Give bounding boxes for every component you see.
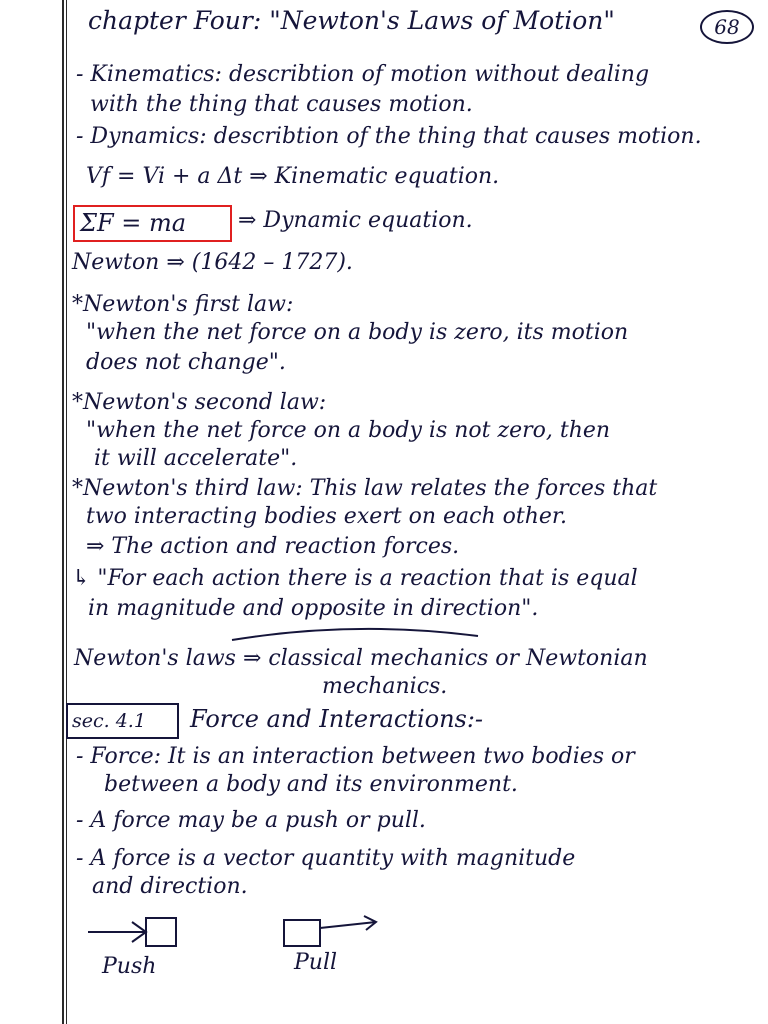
dynamic-equation-formula: ΣF = ma xyxy=(80,209,187,237)
note-line: it will accelerate". xyxy=(94,446,298,471)
underline-arc xyxy=(230,622,480,642)
note-line: does not change". xyxy=(86,350,286,375)
push-label: Push xyxy=(102,954,157,979)
note-line: - Dynamics: describtion of the thing that causes motion. xyxy=(76,124,702,149)
note-line: - A force may be a push or pull. xyxy=(76,808,426,833)
note-line: Newton's laws ⇒ classical mechanics or Newtonian xyxy=(74,646,648,671)
pull-label: Pull xyxy=(294,950,338,975)
note-line: and direction. xyxy=(92,874,248,899)
page-margin-line xyxy=(62,0,64,1024)
note-line: ⇒ The action and reaction forces. xyxy=(86,534,460,559)
newton-dates: Newton ⇒ (1642 – 1727). xyxy=(72,250,353,275)
page-number: 68 xyxy=(700,10,754,44)
note-line: with the thing that causes motion. xyxy=(90,92,473,117)
push-diagram xyxy=(88,912,188,952)
note-line: "when the net force on a body is zero, its motion xyxy=(86,320,629,345)
page-margin-line-inner xyxy=(66,0,67,1024)
first-law-heading: *Newton's first law: xyxy=(72,292,294,317)
kinematic-equation: Vf = Vi + a Δt ⇒ Kinematic equation. xyxy=(86,164,500,189)
note-line: mechanics. xyxy=(322,674,448,699)
section-number: sec. 4.1 xyxy=(72,710,146,732)
dynamic-equation-label: ⇒ Dynamic equation. xyxy=(238,208,473,233)
section-title: Force and Interactions:- xyxy=(190,705,484,733)
note-line: in magnitude and opposite in direction". xyxy=(88,596,539,621)
note-line: between a body and its environment. xyxy=(104,772,518,797)
second-law-heading: *Newton's second law: xyxy=(72,390,327,415)
chapter-title: chapter Four: "Newton's Laws of Motion" xyxy=(88,6,615,35)
note-line: - A force is a vector quantity with magnitude xyxy=(76,846,576,871)
note-line: "when the net force on a body is not zero, then xyxy=(86,418,611,443)
note-line: - Force: It is an interaction between two bodies or xyxy=(76,744,635,769)
third-law-heading: *Newton's third law: This law relates the forces that xyxy=(72,476,658,501)
note-line: ↳ "For each action there is a reaction that is equal xyxy=(72,566,638,591)
note-line: - Kinematics: describtion of motion without dealing xyxy=(76,62,650,87)
pull-diagram xyxy=(282,912,382,952)
note-line: two interacting bodies exert on each other. xyxy=(86,504,567,529)
